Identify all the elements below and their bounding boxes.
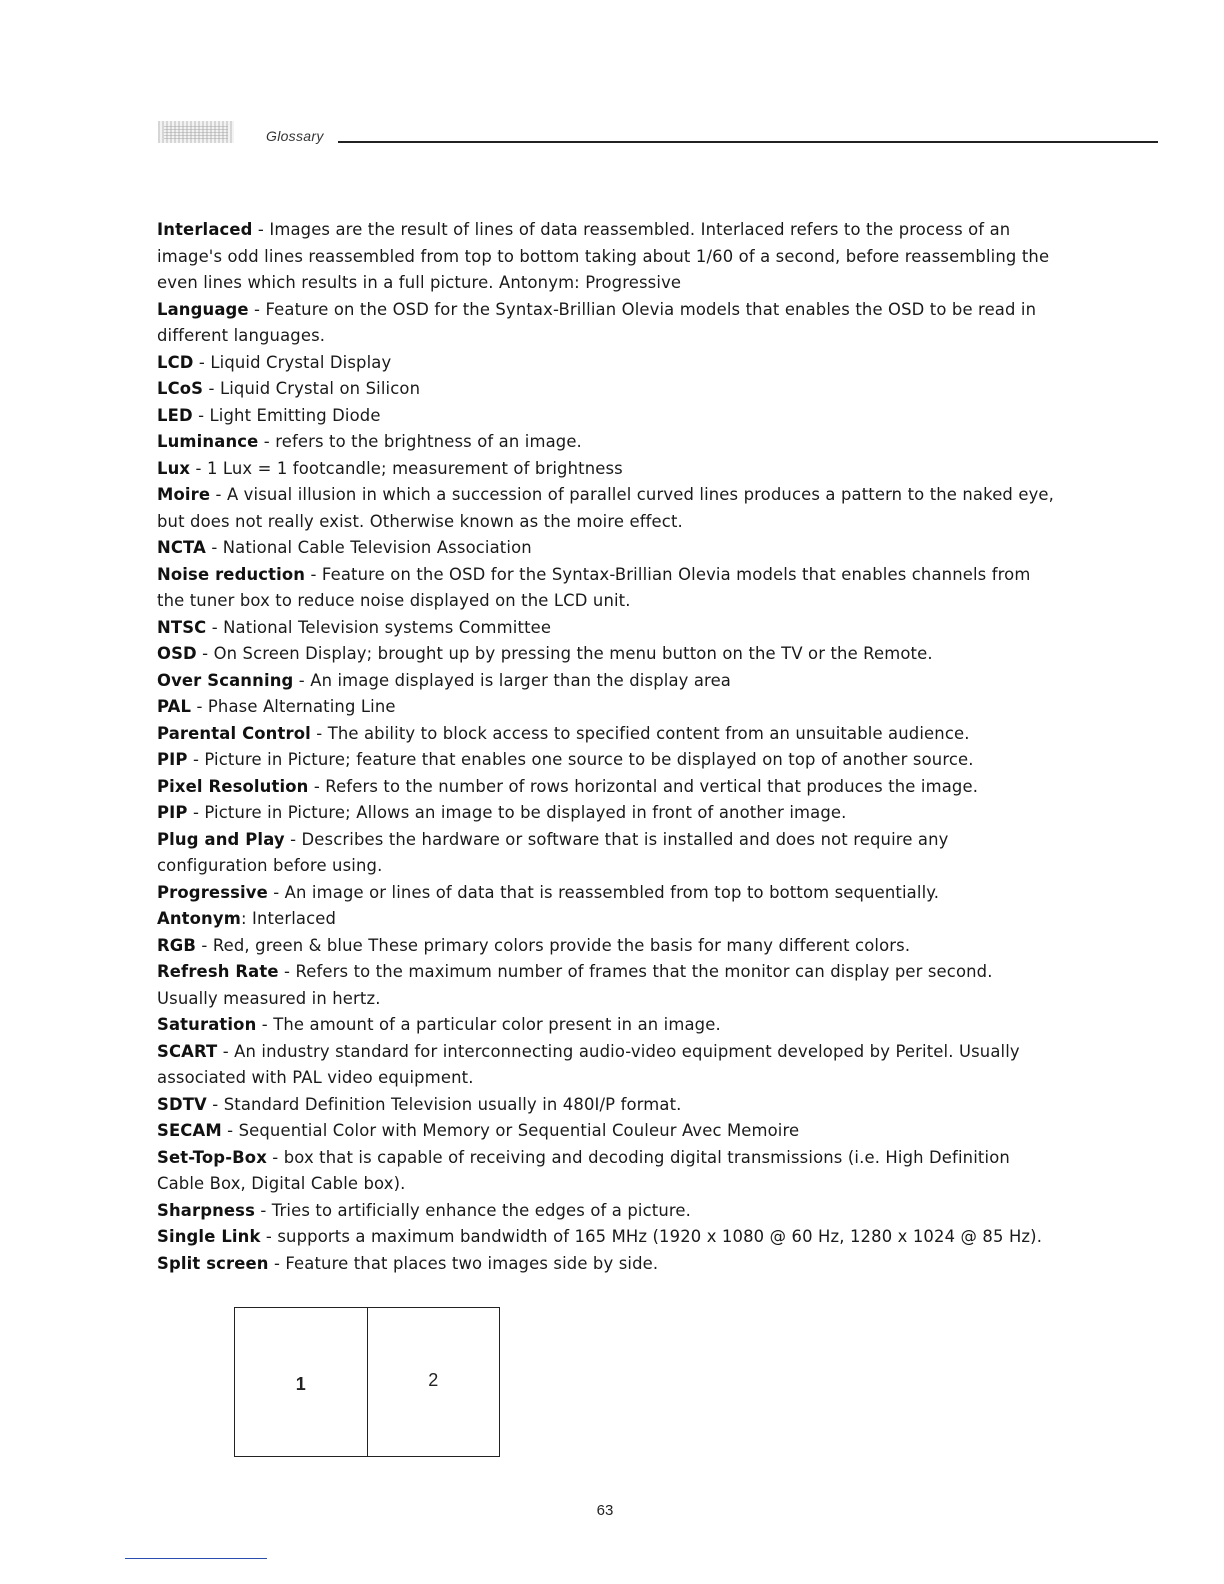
glossary-separator: - [205,538,223,557]
glossary-entry [157,906,1057,933]
glossary-term: NCTA [157,538,206,557]
glossary-definition: An image or lines of data that is reassembled from top to bottom sequentially. [284,882,940,902]
glossary-separator: - [278,962,296,981]
glossary-entry [157,668,1057,695]
glossary-entry [157,297,1057,350]
glossary-term: Pixel Resolution [157,776,309,796]
glossary-separator: - [310,723,328,743]
glossary-definition: Phase Alternating Line [207,697,396,716]
glossary-definition: Light Emitting Diode [209,405,381,425]
glossary-separator: : [240,909,252,928]
glossary-separator: - [187,803,205,822]
glossary-definition: Feature that places two images side by side. [285,1253,659,1273]
glossary-term: LCoS [157,379,204,398]
glossary-definition: Feature on the OSD for the Syntax-Brillian Olevia models that enables channels from the tuner box to reduce noise displayed on the LCD unit. [157,564,1031,610]
glossary-term: RGB [157,935,197,955]
glossary-term: LED [157,405,193,425]
glossary-definition: National Cable Television Association [222,538,532,557]
glossary-entry [157,217,1057,297]
glossary-term: Interlaced [157,220,253,239]
header-title: Glossary [266,128,324,144]
split-screen-pane-1: 1 [235,1308,368,1456]
glossary-separator: - [206,1094,224,1114]
glossary-term: Set-Top-Box [157,1147,267,1167]
glossary-list [157,217,1057,1277]
glossary-definition: Picture in Picture; Allows an image to be displayed in front of another image. [204,803,847,822]
glossary-definition: National Television systems Committee [223,617,552,637]
glossary-term: Luminance [157,432,259,451]
split-screen-diagram [234,1307,500,1457]
glossary-separator: - [252,220,270,239]
glossary-definition: Picture in Picture; feature that enables one source to be displayed on top of another source. [204,750,974,769]
glossary-entry [157,615,1057,642]
header-rule [338,141,1158,143]
glossary-separator: - [268,1253,286,1273]
glossary-entry [157,694,1057,721]
glossary-definition: The ability to block access to specified content from an unsuitable audience. [327,723,970,743]
glossary-term: LCD [157,352,194,372]
glossary-entry [157,880,1057,907]
glossary-entry [157,403,1057,430]
glossary-entry [157,747,1057,774]
glossary-definition: Feature on the OSD for the Syntax-Brillian Olevia models that enables the OSD to be read in different languages. [157,299,1037,345]
glossary-definition: Liquid Crystal on Silicon [219,379,421,398]
glossary-definition: Standard Definition Television usually in 480I/P format. [223,1094,682,1114]
glossary-separator: - [206,617,224,637]
glossary-term: PIP [157,750,188,769]
glossary-term: Noise reduction [157,564,306,584]
glossary-separator: - [196,935,213,955]
glossary-separator: - [221,1121,239,1140]
split-screen-pane-2: 2 [428,1369,439,1390]
glossary-entry [157,535,1057,562]
page-number: 63 [596,1502,614,1519]
glossary-term: Refresh Rate [157,962,279,981]
glossary-term: SDTV [157,1094,207,1114]
glossary-entry [157,641,1057,668]
glossary-entry [157,1092,1057,1119]
glossary-term: Single Link [157,1227,261,1246]
glossary-entry [157,827,1057,880]
glossary-definition: An industry standard for interconnecting audio-video equipment developed by Peritel. Usually associated with PAL video equipment. [157,1041,1020,1087]
glossary-separator: - [190,458,207,478]
glossary-entry [157,1198,1057,1225]
glossary-definition: 1 Lux = 1 footcandle; measurement of brightness [206,458,623,478]
glossary-term: Sharpness [157,1200,255,1220]
glossary-separator: - [267,882,285,902]
glossary-definition: On Screen Display; brought up by pressing the menu button on the TV or the Remote. [213,644,933,663]
glossary-separator: - [192,405,210,425]
glossary-term: Antonym [157,909,241,928]
glossary-entry [157,562,1057,615]
glossary-term: Language [157,299,249,319]
glossary-separator: - [260,1227,278,1246]
glossary-separator: - [256,1015,274,1034]
glossary-separator: - [266,1147,284,1167]
glossary-entry [157,721,1057,748]
glossary-separator: - [284,829,302,849]
glossary-definition: box that is capable of receiving and decoding digital transmissions (i.e. High Definition Cable Box, Digital Cable box). [157,1147,1010,1193]
glossary-entry [157,800,1057,827]
glossary-definition: Refers to the maximum number of frames that the monitor can display per second. Usually measured in hertz. [157,962,993,1008]
glossary-definition: Tries to artificially enhance the edges of a picture. [271,1200,692,1220]
glossary-term: SECAM [157,1121,222,1140]
footer-rule [125,1558,267,1559]
glossary-separator: - [210,485,227,504]
glossary-separator: - [196,644,214,663]
glossary-entry [157,1118,1057,1145]
glossary-term: Saturation [157,1015,257,1034]
glossary-separator: - [217,1041,235,1061]
glossary-term: Split screen [157,1253,269,1273]
glossary-definition: A visual illusion in which a succession of parallel curved lines produces a pattern to the naked eye, but does not really exist. Otherwise known as the moire effect. [157,485,1055,531]
glossary-entry [157,933,1057,960]
glossary-term: OSD [157,644,197,663]
glossary-separator: - [305,564,322,584]
header-logo [158,121,234,143]
glossary-entry [157,1012,1057,1039]
glossary-term: PAL [157,697,192,716]
glossary-definition: Red, green & blue These primary colors provide the basis for many different colors. [212,935,911,955]
glossary-separator: - [187,750,205,769]
glossary-definition: supports a maximum bandwidth of 165 MHz (1920 x 1080 @ 60 Hz, 1280 x 1024 @ 85 Hz). [277,1227,1043,1246]
glossary-term: NTSC [157,617,207,637]
glossary-separator: - [255,1200,272,1220]
glossary-definition: refers to the brightness of an image. [275,432,582,451]
glossary-separator: - [293,670,311,690]
glossary-separator: - [191,697,208,716]
glossary-definition: Describes the hardware or software that is installed and does not require any configuration before using. [157,829,949,875]
glossary-term: Moire [157,485,211,504]
glossary-entry [157,959,1057,1012]
glossary-entry [157,482,1057,535]
glossary-definition: Interlaced [251,909,337,928]
glossary-entry [157,429,1057,456]
glossary-entry [157,350,1057,377]
glossary-separator: - [203,379,220,398]
glossary-entry [157,774,1057,801]
glossary-term: Over Scanning [157,670,294,690]
glossary-entry [157,376,1057,403]
glossary-term: PIP [157,803,188,822]
glossary-definition: Images are the result of lines of data reassembled. Interlaced refers to the process of an image's odd lines reassembled from top to bottom taking about 1/60 of a second, before reassembling the even lines which results in a full picture. Antonym: Progressive [157,220,1050,292]
glossary-term: SCART [157,1041,218,1061]
glossary-definition: The amount of a particular color present in an image. [273,1015,721,1034]
glossary-separator: - [308,776,326,796]
glossary-term: Progressive [157,882,268,902]
glossary-term: Lux [157,458,191,478]
glossary-separator: - [248,299,266,319]
glossary-entry [157,1224,1057,1251]
glossary-entry [157,1039,1057,1092]
glossary-term: Parental Control [157,723,311,743]
glossary-definition: Sequential Color with Memory or Sequential Couleur Avec Memoire [238,1121,800,1140]
glossary-definition: An image displayed is larger than the display area [310,670,732,690]
glossary-separator: - [193,352,211,372]
glossary-entry [157,456,1057,483]
glossary-entry [157,1145,1057,1198]
glossary-separator: - [258,432,276,451]
glossary-entry [157,1251,1057,1278]
glossary-definition: Liquid Crystal Display [210,352,392,372]
glossary-definition: Refers to the number of rows horizontal and vertical that produces the image. [325,776,979,796]
glossary-term: Plug and Play [157,829,285,849]
